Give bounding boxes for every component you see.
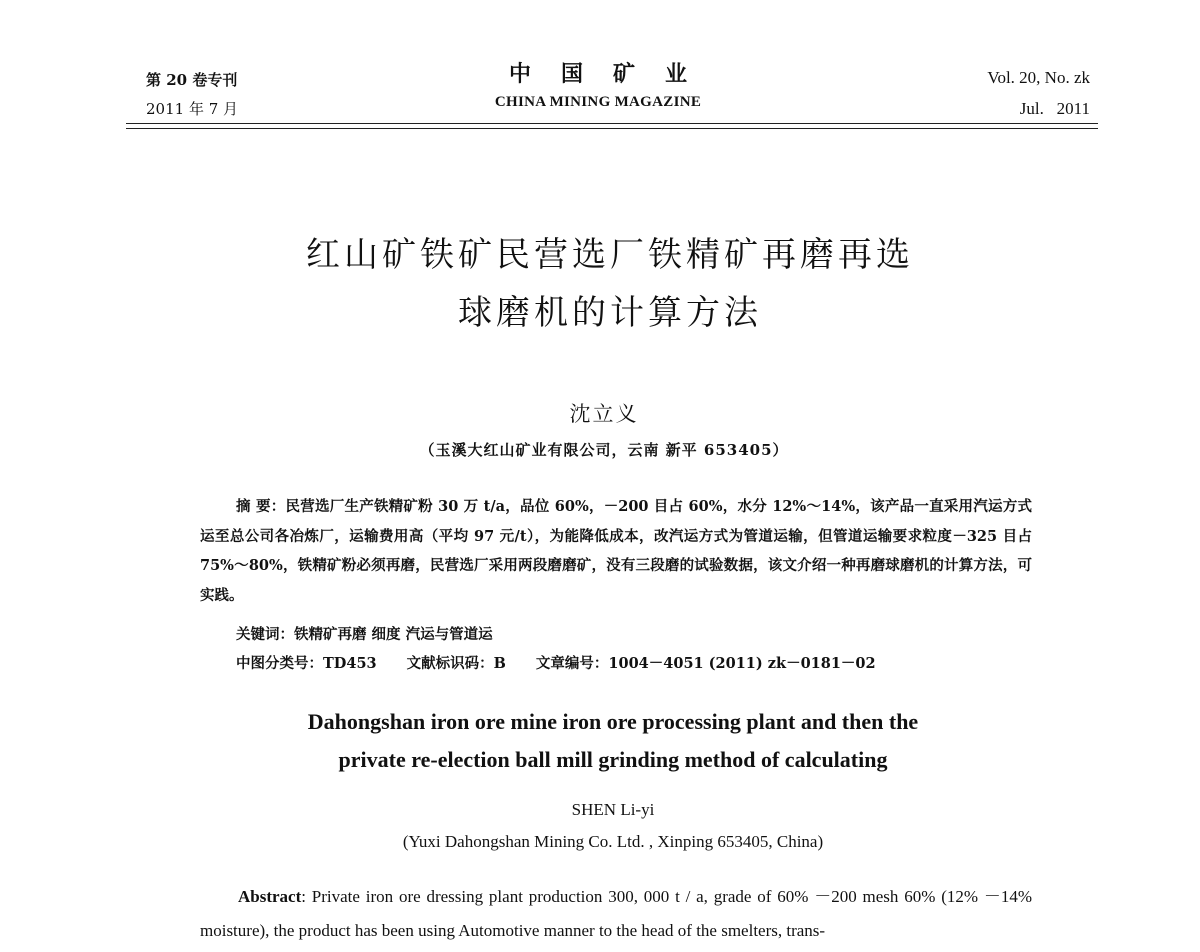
title-en-line2: private re-election ball mill grinding method of calculating <box>338 747 888 772</box>
clc-label: 中图分类号： <box>236 655 323 672</box>
abstract-en-label: Abstract <box>238 887 302 906</box>
clc-value: TD453 <box>323 655 377 672</box>
header-right <box>987 62 1090 124</box>
abstract-en-text: : Private iron ore dressing plant production 300, 000 t / a, grade of 60% －200 mesh 60% (12% －14% moisture), the product has been using Automotive manner to the head of the smelters, trans- <box>200 887 1032 940</box>
doc-code-label: 文献标识码： <box>406 655 494 672</box>
article-no-value: 1004－4051 (2011) zk－0181－02 <box>608 655 876 672</box>
classification-line <box>236 649 876 678</box>
journal-header <box>400 62 796 111</box>
volume-en: Vol. 20, No. zk <box>987 68 1090 87</box>
article-no-label: 文章编号： <box>535 655 609 672</box>
abstract-cn-label: 摘 要： <box>236 498 286 515</box>
header-rule-thin <box>126 128 1098 129</box>
keywords-label: 关键词： <box>236 626 294 643</box>
header-rule-thick <box>126 123 1098 124</box>
date-en: Jul. 2011 <box>1019 99 1090 118</box>
doc-code-value: B <box>493 655 506 672</box>
title-cn-line1: 红山矿铁矿民营选厂铁精矿再磨再选 <box>306 235 914 275</box>
journal-name-en: CHINA MINING MAGAZINE <box>494 94 702 110</box>
affiliation-cn: （玉溪大红山矿业有限公司，云南 新平 653405） <box>419 441 789 459</box>
author-cn: 沈立义 <box>569 402 639 426</box>
header-left <box>146 66 238 124</box>
journal-name-cn: 中国矿业 <box>508 62 717 87</box>
abstract-en <box>200 880 1032 948</box>
title-cn-line2: 球磨机的计算方法 <box>458 293 762 333</box>
affiliation-en: (Yuxi Dahongshan Mining Co. Ltd. , Xinping 653405, China) <box>402 832 824 851</box>
abstract-cn <box>200 492 1032 610</box>
volume-cn: 第 20 卷专刊 <box>146 71 238 89</box>
author-en: SHEN Li-yi <box>571 800 655 819</box>
title-cn <box>200 226 1020 342</box>
title-en-line1: Dahongshan iron ore mine iron ore processing plant and then the <box>307 709 919 734</box>
date-cn: 2011 年 7 月 <box>146 100 239 118</box>
title-en <box>200 703 1026 779</box>
keywords <box>236 620 493 649</box>
keywords-text: 铁精矿再磨 细度 汽运与管道运 <box>294 626 493 643</box>
abstract-cn-text: 民营选厂生产铁精矿粉 30 万 t/a，品位 60%，－200 目占 60%，水分 12%～14%，该产品一直采用汽运方式运至总公司各冶炼厂，运输费用高（平均 97 元/t），为能降低成本，改汽运方式为管道运输，但管道运输要求粒度－325 目占 75%～80%，铁精矿粉必须再磨，民营选厂采用两段磨磨矿，没有三段磨的试验数据，该文介绍一种再磨球磨机的计算方法，可实践。 <box>200 498 1032 604</box>
